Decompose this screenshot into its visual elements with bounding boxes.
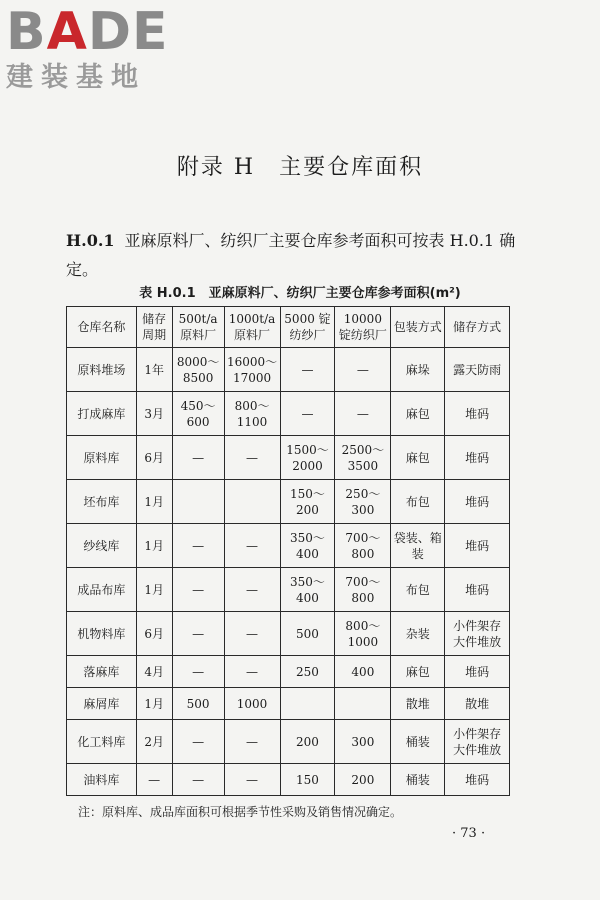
table-row xyxy=(67,524,510,568)
table-cell: 落麻库 xyxy=(67,656,137,688)
table-cell: 杂装 xyxy=(391,612,445,656)
warehouse-area-table xyxy=(66,306,510,796)
table-cell: — xyxy=(280,348,335,392)
table-row xyxy=(67,656,510,688)
table-cell: — xyxy=(224,720,280,764)
table-cell: 6月 xyxy=(136,436,172,480)
table-cell: — xyxy=(224,612,280,656)
table-row xyxy=(67,720,510,764)
table-cell: 油料库 xyxy=(67,764,137,796)
table-cell: 堆码 xyxy=(445,480,510,524)
table-cell: 800～1000 xyxy=(335,612,391,656)
table-cell: 桶装 xyxy=(391,720,445,764)
table-header-row xyxy=(67,307,510,348)
table-row xyxy=(67,568,510,612)
table-cell: 300 xyxy=(335,720,391,764)
table-cell: — xyxy=(172,436,224,480)
table-cell: 8000～8500 xyxy=(172,348,224,392)
table-cell: — xyxy=(224,524,280,568)
table-row xyxy=(67,764,510,796)
table-cell: 4月 xyxy=(136,656,172,688)
table-cell: — xyxy=(224,764,280,796)
table-cell xyxy=(172,480,224,524)
table-cell: 堆码 xyxy=(445,656,510,688)
table-cell: 打成麻库 xyxy=(67,392,137,436)
table-cell: 250～300 xyxy=(335,480,391,524)
table-cell: 化工料库 xyxy=(67,720,137,764)
table-header-cell: 500t/a 原料厂 xyxy=(172,307,224,348)
page-number: · 73 · xyxy=(452,826,486,841)
table-cell: 麻垛 xyxy=(391,348,445,392)
table-cell: 16000～17000 xyxy=(224,348,280,392)
table-cell: 1月 xyxy=(136,688,172,720)
table-header-cell: 10000 锭纺织厂 xyxy=(335,307,391,348)
table-cell: 200 xyxy=(335,764,391,796)
table-cell: 450～600 xyxy=(172,392,224,436)
intro-paragraph xyxy=(66,226,536,284)
table-cell: 堆码 xyxy=(445,524,510,568)
table-cell: 纱线库 xyxy=(67,524,137,568)
table-cell: 麻包 xyxy=(391,656,445,688)
table-cell: 堆码 xyxy=(445,764,510,796)
table-header-cell: 包装方式 xyxy=(391,307,445,348)
table-cell: 成品布库 xyxy=(67,568,137,612)
table-cell: — xyxy=(136,764,172,796)
table-cell: — xyxy=(172,656,224,688)
table-cell: 露天防雨 xyxy=(445,348,510,392)
table-cell: 1500～2000 xyxy=(280,436,335,480)
table-header-cell: 仓库名称 xyxy=(67,307,137,348)
page-title: 附录 H 主要仓库面积 xyxy=(176,155,424,180)
table-cell: — xyxy=(172,612,224,656)
table-cell: 2月 xyxy=(136,720,172,764)
table-cell: — xyxy=(172,568,224,612)
table-row xyxy=(67,480,510,524)
table-caption: 表 H.0.1 亚麻原料厂、纺织厂主要仓库参考面积(m²) xyxy=(139,286,461,301)
table-cell: — xyxy=(224,568,280,612)
table-cell: 500 xyxy=(172,688,224,720)
table-cell: 散堆 xyxy=(445,688,510,720)
table-cell: — xyxy=(335,348,391,392)
table-cell: 袋装、箱装 xyxy=(391,524,445,568)
table-row xyxy=(67,392,510,436)
table-cell: 堆码 xyxy=(445,392,510,436)
table-header-cell: 储存方式 xyxy=(445,307,510,348)
table-note: 注：原料库、成品库面积可根据季节性采购及销售情况确定。 xyxy=(78,805,403,819)
table-cell: 800～1100 xyxy=(224,392,280,436)
table-cell: — xyxy=(224,656,280,688)
table-cell: 散堆 xyxy=(391,688,445,720)
logo-mark-b: DE xyxy=(87,2,169,62)
table-header-cell: 1000t/a 原料厂 xyxy=(224,307,280,348)
table-cell: 1年 xyxy=(136,348,172,392)
table-cell: 小件架存 大件堆放 xyxy=(445,612,510,656)
logo-mark xyxy=(6,4,169,60)
table-cell xyxy=(224,480,280,524)
table-cell: 堆码 xyxy=(445,436,510,480)
table-row xyxy=(67,612,510,656)
table-cell: 350～400 xyxy=(280,568,335,612)
table-cell: 500 xyxy=(280,612,335,656)
table-cell: 布包 xyxy=(391,568,445,612)
logo xyxy=(6,4,169,94)
table-cell: 700～800 xyxy=(335,568,391,612)
logo-mark-a: B xyxy=(6,2,47,62)
table-row xyxy=(67,688,510,720)
table-cell: 350～400 xyxy=(280,524,335,568)
table-cell xyxy=(280,688,335,720)
logo-mark-accent: A xyxy=(46,2,88,62)
table-cell: 2500～3500 xyxy=(335,436,391,480)
table-cell: 1月 xyxy=(136,568,172,612)
table-cell: — xyxy=(335,392,391,436)
table-cell: 200 xyxy=(280,720,335,764)
table-cell xyxy=(335,688,391,720)
table-cell: 布包 xyxy=(391,480,445,524)
table-cell: 6月 xyxy=(136,612,172,656)
table-cell: 700～800 xyxy=(335,524,391,568)
table-header-cell: 储存周期 xyxy=(136,307,172,348)
table-cell: 麻包 xyxy=(391,436,445,480)
table-header-cell: 5000 锭纺纱厂 xyxy=(280,307,335,348)
table-cell: 堆码 xyxy=(445,568,510,612)
table-cell: 原料堆场 xyxy=(67,348,137,392)
table-cell: 麻包 xyxy=(391,392,445,436)
table-row xyxy=(67,436,510,480)
table-cell: — xyxy=(172,764,224,796)
table-cell: — xyxy=(172,524,224,568)
table-cell: 1月 xyxy=(136,480,172,524)
table-cell: 机物料库 xyxy=(67,612,137,656)
table-cell: 坯布库 xyxy=(67,480,137,524)
table-cell: 250 xyxy=(280,656,335,688)
table-cell: 原料库 xyxy=(67,436,137,480)
table-cell: 小件架存 大件堆放 xyxy=(445,720,510,764)
table-cell: — xyxy=(224,436,280,480)
clause-text: 亚麻原料厂、纺织厂主要仓库参考面积可按表 H.0.1 确定。 xyxy=(66,231,516,279)
table-cell: 1000 xyxy=(224,688,280,720)
table-cell: 1月 xyxy=(136,524,172,568)
table-row xyxy=(67,348,510,392)
clause-code: H.0.1 xyxy=(66,231,115,250)
table-cell: — xyxy=(172,720,224,764)
logo-subtitle: 建装基地 xyxy=(6,62,146,93)
table-cell: 麻屑库 xyxy=(67,688,137,720)
table-cell: — xyxy=(280,392,335,436)
table-cell: 150 xyxy=(280,764,335,796)
table-cell: 400 xyxy=(335,656,391,688)
table-cell: 150～200 xyxy=(280,480,335,524)
table-cell: 3月 xyxy=(136,392,172,436)
table-cell: 桶装 xyxy=(391,764,445,796)
